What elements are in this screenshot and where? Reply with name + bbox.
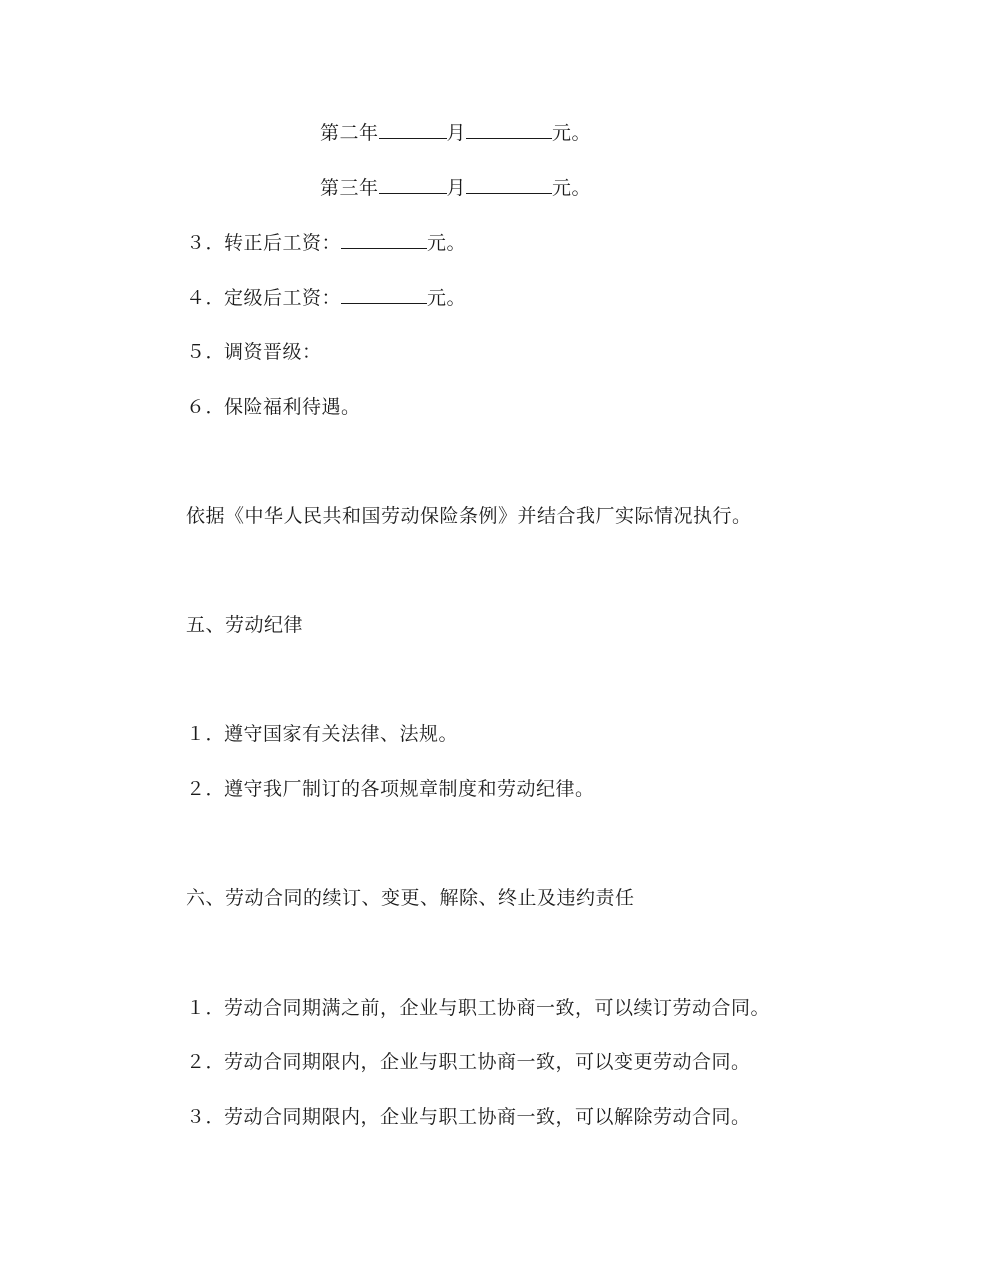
item-text: 转正后工资： [224,232,342,254]
salary-year-label: 第三年 [320,177,379,199]
section5-item-1 [186,722,458,746]
item-text: 调资晋级： [224,341,322,363]
wage-item-3 [186,231,466,255]
section6-heading: 六、劳动合同的续订、变更、解除、终止及违约责任 [186,887,635,909]
item-number: ４． [186,287,226,309]
section5-heading: 五、劳动纪律 [186,614,304,636]
salary-year-label: 第二年 [320,122,379,144]
section6-item-3 [186,1105,751,1129]
section6-item-2 [186,1050,751,1074]
section5-item-2 [186,777,595,801]
item-unit: 元。 [427,287,467,309]
wage-item-4 [186,286,466,310]
item-number: ６． [186,396,226,418]
blank-field [466,176,552,194]
blank-field [379,176,447,194]
salary-unit-label: 元。 [552,177,592,199]
item-unit: 元。 [427,232,467,254]
item-text: 定级后工资： [224,287,342,309]
item-number: ３． [186,232,226,254]
blank-field [341,286,427,304]
item-text: 劳动合同期满之前，企业与职工协商一致，可以续订劳动合同。 [224,997,771,1019]
salary-row-year3 [320,176,591,200]
item-text: 劳动合同期限内，企业与职工协商一致，可以解除劳动合同。 [224,1106,751,1128]
item-number: ５． [186,341,226,363]
item-number: １． [186,997,226,1019]
insurance-paragraph: 依据《中华人民共和国劳动保险条例》并结合我厂实际情况执行。 [186,505,752,527]
salary-month-label: 月 [446,177,467,199]
wage-item-6 [186,395,361,419]
blank-field [379,121,447,139]
item-text: 劳动合同期限内，企业与职工协商一致，可以变更劳动合同。 [224,1051,751,1073]
section6-item-1 [186,996,770,1020]
item-number: １． [186,723,226,745]
item-text: 遵守国家有关法律、法规。 [224,723,459,745]
blank-field [341,231,427,249]
item-text: 遵守我厂制订的各项规章制度和劳动纪律。 [224,778,595,800]
item-number: ２． [186,778,226,800]
item-number: ３． [186,1106,226,1128]
item-number: ２． [186,1051,226,1073]
blank-field [466,121,552,139]
salary-month-label: 月 [446,122,467,144]
salary-row-year2 [320,121,591,145]
item-text: 保险福利待遇。 [224,396,361,418]
wage-item-5 [186,340,322,364]
salary-unit-label: 元。 [552,122,592,144]
